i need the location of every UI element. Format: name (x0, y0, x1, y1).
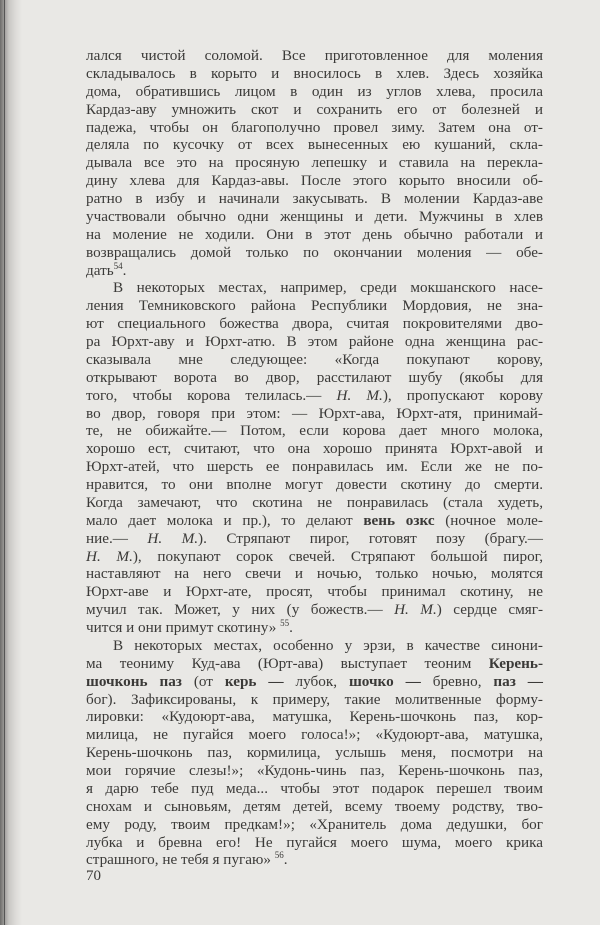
text-run: того, чтобы корова телилась.— (86, 386, 337, 404)
text-line (86, 494, 543, 512)
paragraph (86, 279, 543, 637)
text-line (86, 834, 543, 852)
text-run: Когда замечают, что скотина не понравилась (стала худеть, (86, 493, 543, 511)
text-run: наставляют на него свечи и ночью, только ночью, молятся (86, 565, 543, 583)
text-run: Керень-шочконь паз, кормилица, услышь меня, посмотри на (86, 744, 543, 762)
text-line (86, 726, 543, 744)
text-run: . (122, 261, 127, 279)
text-run: ). Стряпают пирог, готовят позу (брагу.— (198, 529, 543, 547)
text-line (86, 422, 543, 440)
text-run: ), пропускают корову (382, 386, 543, 404)
text-run: лировки: «Кудоюрт-ава, матушка, Керень-шочконь паз, кор- (86, 708, 543, 726)
text-line (86, 798, 543, 816)
text-line (86, 655, 543, 673)
italic-initials: Н. М. (86, 547, 133, 565)
text-line (86, 637, 543, 655)
footnote-ref: 56 (274, 850, 284, 861)
text-line (86, 279, 543, 297)
text-run: на моление не ходили. Они в этот день обычно работали и (86, 225, 543, 243)
text-run: ления Темниковского района Республики Мордовия, не зна- (86, 297, 543, 315)
text-run: лался чистой соломой. Все приготовленное для моления (86, 47, 543, 64)
text-line (86, 226, 543, 244)
text-run: дывала все это на просяную лепешку и ставила на перекла- (86, 154, 543, 172)
bold-term: вень озкс (363, 511, 435, 529)
text-line (86, 476, 543, 494)
bold-term: шочконь паз (86, 672, 182, 690)
text-line (86, 190, 543, 208)
page-body-text (86, 47, 543, 869)
text-line (86, 136, 543, 154)
text-line (86, 119, 543, 137)
text-line (86, 691, 543, 709)
text-line (86, 816, 543, 834)
text-line (86, 387, 543, 405)
text-run: ние.— (86, 529, 148, 547)
text-run: бог). Зафиксированы, к примеру, такие молитвенные форму- (86, 690, 543, 708)
text-run: я дарю тебе пуд меда... чтобы этот подарок перешел твоим (86, 779, 543, 797)
text-run: деляла по кусочку от всех вынесенных ею кушаний, скла- (86, 136, 543, 154)
page-number: 70 (86, 868, 101, 884)
text-run: . (283, 851, 288, 869)
text-run: открывают ворота во двор, расстилают шубу (якобы для (86, 368, 543, 386)
text-run: ра Юрхт-аву и Юрхт-атю. В этом районе одна женщина рас- (86, 333, 543, 350)
text-line (86, 172, 543, 190)
text-line (86, 47, 543, 65)
text-run: складывалось в корыто и вносилось в хлев. Здесь хозяйка (86, 64, 543, 82)
text-line (86, 744, 543, 762)
text-run: чится и они примут скотину» (86, 619, 281, 636)
text-run: Юрхт-атей, что шерсть ее понравилась им. Если же не по- (86, 458, 543, 476)
text-run: ему роду, твоим предкам!»; «Хранитель дома дедушки, бог (86, 815, 543, 833)
text-line (86, 851, 543, 869)
text-line (86, 512, 543, 530)
text-line (86, 673, 543, 691)
text-run: ратно в избу и начинали закусывать. В молении Кардаз-аве (86, 190, 543, 207)
text-run: нравится, то они вполне могут довести скотину до смерти. (86, 476, 543, 493)
text-line (86, 244, 543, 262)
text-run: ) сердце смяг- (436, 601, 544, 619)
text-line (86, 601, 543, 619)
text-run: дать (86, 261, 114, 279)
text-line (86, 619, 543, 637)
paragraph (86, 637, 543, 869)
footnote-ref: 55 (280, 618, 290, 628)
text-line (86, 262, 543, 280)
text-line (86, 315, 543, 333)
text-run: В некоторых местах, особенно у эрзи, в качестве синони- (113, 636, 543, 654)
text-run: ), покупают сорок свечей. Стряпают большой пирог, (132, 547, 543, 565)
italic-initials: Н. М. (336, 386, 383, 404)
text-run: лубок, (295, 672, 349, 690)
text-line (86, 762, 543, 780)
text-run: дину хлева для Кардаз-авы. После этого корыто вносили об- (86, 172, 543, 190)
text-line (86, 369, 543, 387)
text-line (86, 780, 543, 798)
bold-term: Керень- (488, 654, 543, 672)
text-run: мои горячие слезы!»; «Кудонь-чинь паз, Керень-шочконь паз, (86, 762, 543, 779)
text-run: милица, не пугайся моего голоса!»; «Кудоюрт-ава, матушка, (86, 726, 543, 744)
italic-initials: Н. М. (394, 601, 437, 619)
text-run: возвращались домой только по окончании моления — обе- (86, 243, 543, 261)
text-run: Кардаз-аву умножить скот и сохранить его от болезней и (86, 100, 543, 118)
text-run: ма теониму Куд-ава (Юрт-ава) выступает теоним (86, 654, 489, 672)
text-line (86, 297, 543, 315)
text-run: (ночное моле- (434, 511, 543, 529)
text-run: во двор, говоря при этом: — Юрхт-ава, Юрхт-атя, принимай- (86, 404, 543, 422)
text-run: мучил так. Может, у них (у божеств.— (86, 601, 395, 619)
text-run: В некоторых местах, например, среди мокшанского насе- (113, 279, 543, 297)
text-line (86, 440, 543, 458)
text-run: дома, обратившись лицом в один из углов хлева, просила (86, 82, 543, 100)
bold-term: паз — (493, 672, 543, 690)
page-edge-line (4, 0, 5, 925)
text-line (86, 208, 543, 226)
text-line (86, 333, 543, 351)
footnote-ref: 54 (113, 260, 123, 271)
text-run: падежа, чтобы он благополучно провел зиму. Затем она от- (86, 118, 543, 136)
text-line (86, 101, 543, 119)
text-run: лубка и бревна его! Не пугайся моего шума, моего крика (86, 833, 543, 851)
text-line (86, 351, 543, 369)
text-run: бревно, (432, 672, 494, 690)
italic-initials: Н. М. (147, 529, 199, 547)
text-line (86, 565, 543, 583)
text-line (86, 83, 543, 101)
bold-term: керь — (224, 672, 296, 690)
text-run: . (289, 619, 293, 636)
text-line (86, 405, 543, 423)
text-run: (от (181, 672, 225, 690)
text-run: ют специального божества двора, считая покровителями дво- (86, 315, 543, 333)
paragraph (86, 47, 543, 279)
text-line (86, 458, 543, 476)
text-line (86, 530, 543, 548)
text-run: мало дает молока и пр.), то делают (86, 511, 364, 529)
text-run: участвовали обычно одни женщины и дети. Мужчины в хлев (86, 207, 543, 225)
text-line (86, 708, 543, 726)
bold-term: шочко — (348, 672, 433, 690)
text-run: хорошо ест, считают, что она хорошо принята Юрхт-авой и (86, 440, 543, 458)
text-run: Юрхт-аве и Юрхт-ате, просят, чтобы принимал скотину, не (86, 583, 543, 601)
text-run: те, не обижайте.— Потом, если корова дает много молока, (86, 422, 543, 440)
text-run: сказывала мне следующее: «Когда покупают корову, (86, 350, 543, 368)
text-line (86, 583, 543, 601)
text-run: снохам и сыновьям, детям детей, всему твоему родству, тво- (86, 797, 543, 815)
text-line (86, 65, 543, 83)
text-line (86, 548, 543, 566)
text-run: страшного, не тебя я пугаю» (86, 851, 275, 869)
text-line (86, 154, 543, 172)
